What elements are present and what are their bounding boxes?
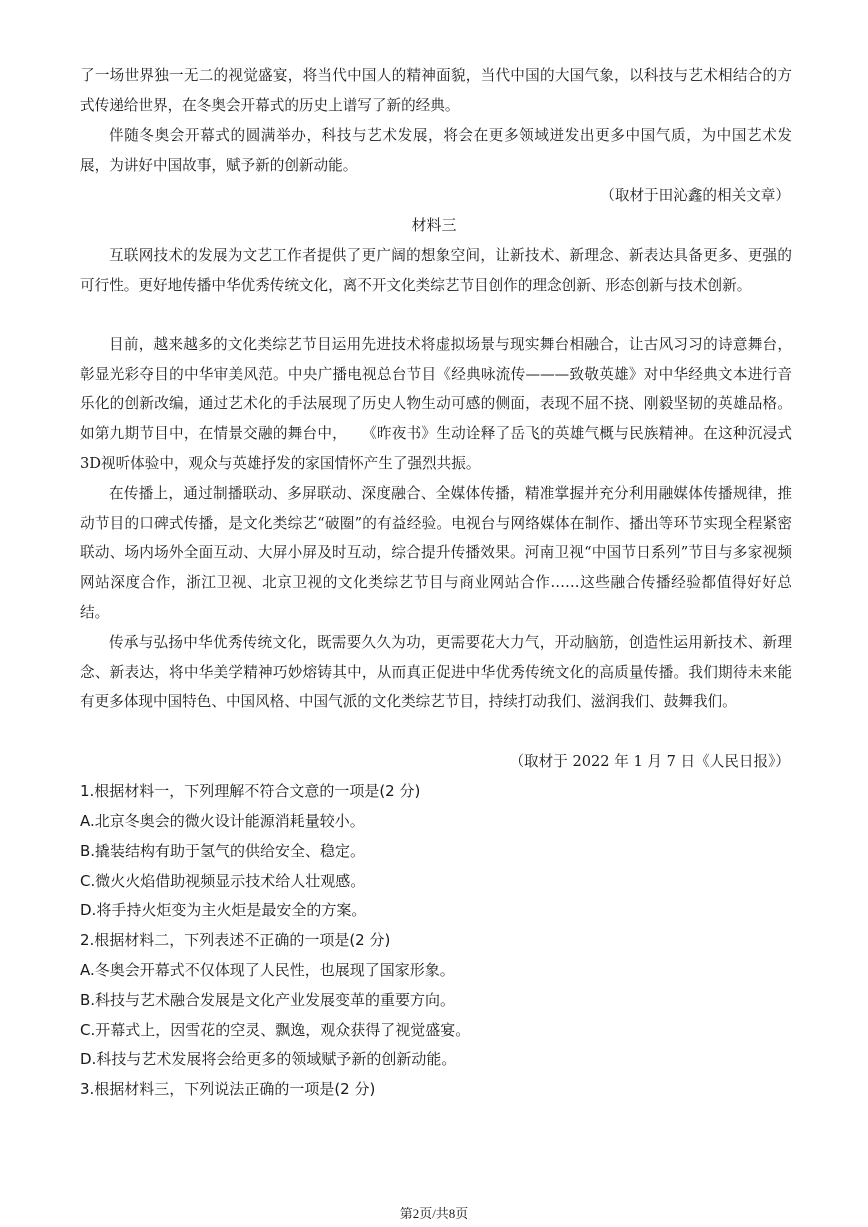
question-2-stem: 2.根据材料二，下列表述不正确的一项是(2 分): [80, 931, 391, 949]
page-number-footer: 第2页/共8页: [399, 1206, 469, 1221]
material-three-heading: 材料三: [411, 216, 457, 234]
paragraph-dissemination: 在传播上，通过制播联动、多屏联动、深度融合、全媒体传播，精准掌握并充分利用融媒体传播规律，推动节目的口碑式传播，是文化类综艺“破圈”的有益经验。电视台与网络媒体在制作、播出等环节实现全程紧密联动、场内场外全面互动、大屏小屏及时互动，综合提升传播效果。河南卫视“中国节日系列”节目与多家视频网站深度合作，浙江卫视、北京卫视的文化类综艺节目与商业网站合作……这些融合传播经验都值得好好总结。: [80, 485, 792, 621]
paragraph-conclusion: 伴随冬奥会开幕式的圆满举办，科技与艺术发展，将会在更多领域迸发出更多中国气质，为中国艺术发展，为讲好中国故事，赋予新的创新动能。: [80, 127, 792, 174]
question-1-option-c: C.微火火焰借助视频显示技术给人壮观感。: [80, 872, 366, 890]
question-2-option-a: A.冬奥会开幕式不仅体现了人民性，也展现了国家形象。: [80, 961, 455, 979]
paragraph-internet-tech: 互联网技术的发展为文艺工作者提供了更广阔的想象空间，让新技术、新理念、新表达具备更多、更强的可行性。更好地传播中华优秀传统文化，离不开文化类综艺节目创作的理念创新、形态创新与技术创新。: [80, 247, 792, 294]
source-citation-material-three: （取材于 2022 年 1 月 7 日《人民日报》）: [509, 753, 790, 770]
question-2-option-b: B.科技与艺术融合发展是文化产业发展变革的重要方向。: [80, 991, 456, 1009]
question-1-option-a: A.北京冬奥会的微火设计能源消耗量较小。: [80, 812, 365, 830]
question-2-option-c: C.开幕式上，因雪花的空灵、飘逸，观众获得了视觉盛宴。: [80, 1021, 471, 1039]
paragraph-inheritance: 传承与弘扬中华优秀传统文化，既需要久久为功，更需要花大力气，开动脑筋，创造性运用新技术、新理念、新表达，将中华美学精神巧妙熔铸其中，从而真正促进中华优秀传统文化的高质量传播。我们期待未来能有更多体现中国特色、中国风格、中国气派的文化类综艺节目，持续打动我们、滋润我们、鼓舞我们。: [80, 634, 792, 711]
question-1-option-b: B.撬装结构有助于氢气的供给安全、稳定。: [80, 842, 366, 860]
question-3-stem: 3.根据材料三，下列说法正确的一项是(2 分): [80, 1080, 376, 1098]
source-citation-material-two: （取材于田沁鑫的相关文章）: [600, 187, 790, 204]
question-1-stem: 1.根据材料一，下列理解不符合文意的一项是(2 分): [80, 782, 421, 800]
question-2-option-d: D.科技与艺术发展将会给更多的领域赋予新的创新动能。: [80, 1050, 457, 1068]
question-1-option-d: D.将手持火炬变为主火炬是最安全的方案。: [80, 901, 367, 919]
paragraph-continuation: 了一场世界独一无二的视觉盛宴，将当代中国人的精神面貌，当代中国的大国气象，以科技与艺术相结合的方式传递给世界，在冬奥会开幕式的历史上谱写了新的经典。: [80, 67, 792, 114]
paragraph-current-shows: 目前，越来越多的文化类综艺节目运用先进技术将虚拟场景与现实舞台相融合，让古风习习的诗意舞台，彰显光彩夺目的中华审美风范。中央广播电视总台节目《经典咏流传———致敬英雄》对中华经典文本进行音乐化的创新改编，通过艺术化的手法展现了历史人物生动可感的侧面，表现不屈不挠、刚毅坚韧的英雄品格。如第九期节目中，在情景交融的舞台中， 《昨夜书》生动诠释了岳飞的英雄气概与民族精神。在这种沉浸式3D视听体验中，观众与英雄抒发的家国情怀产生了强烈共振。: [80, 336, 792, 472]
